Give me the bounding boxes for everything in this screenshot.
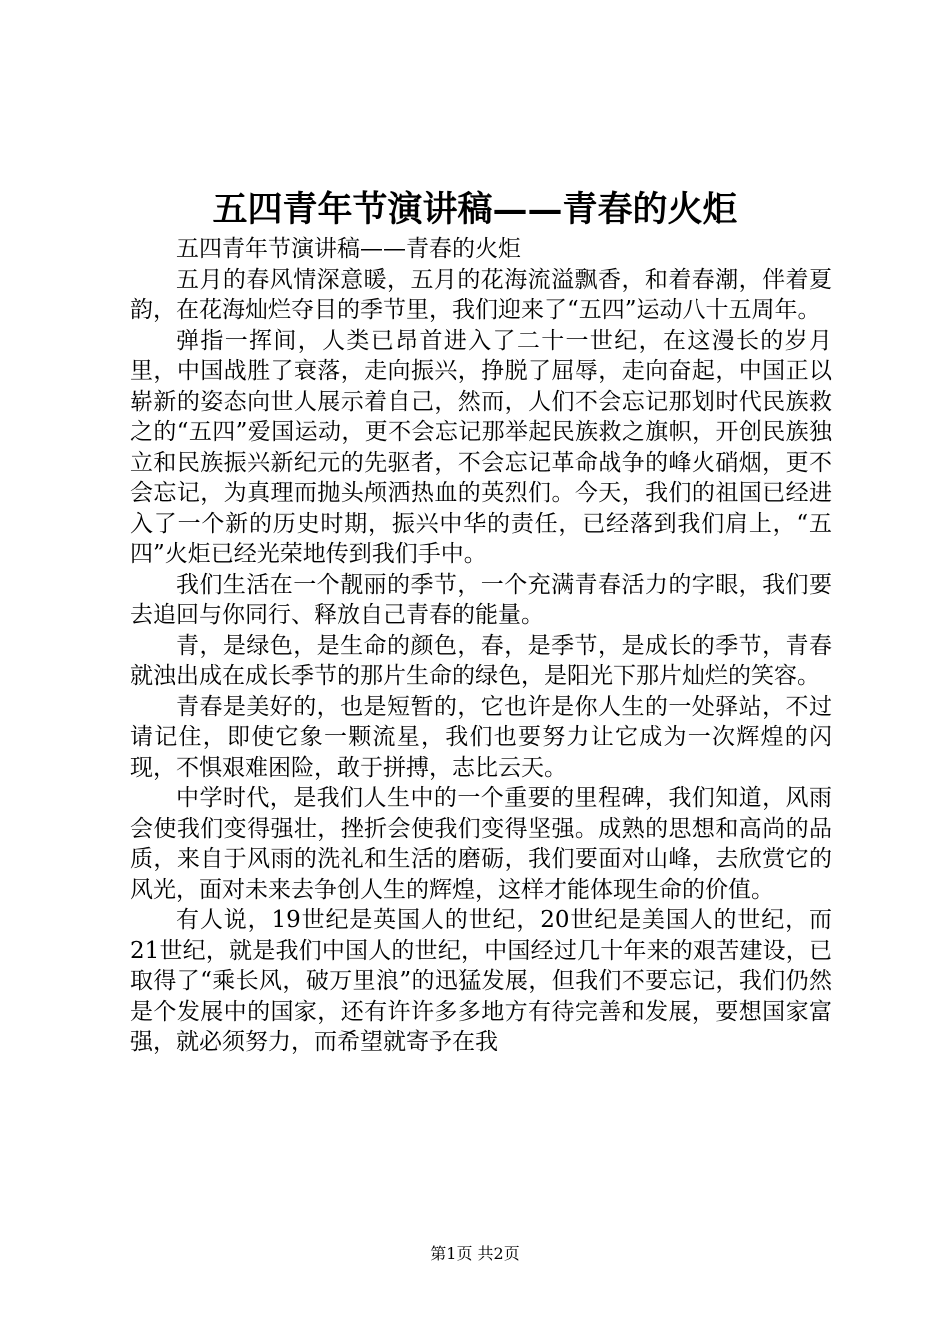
document-title: 五四青年节演讲稿——青春的火炬 xyxy=(212,189,738,230)
paragraph: 五月的春风情深意暖，五月的花海流溢飘香，和着春潮，伴着夏韵，在花海灿烂夺目的季节里，我们迎来了“五四”运动八十五周年。 xyxy=(130,266,832,323)
paragraph: 有人说，19世纪是英国人的世纪，20世纪是美国人的世纪，而21世纪，就是我们中国人的世纪，中国经过几十年来的艰苦建设，已取得了“乘长风，破万里浪”的迅猛发展，但我们不要忘记，我们仍然是个发展中的国家，还有许许多多地方有待完善和发展，要想国家富强，就必须努力，而希望就寄予在我 xyxy=(130,907,832,1055)
paragraph: 青，是绿色，是生命的颜色，春，是季节，是成长的季节，青春就浊出成在成长季节的那片生命的绿色，是阳光下那片灿烂的笑容。 xyxy=(130,632,832,689)
paragraph: 中学时代，是我们人生中的一个重要的里程碑，我们知道，风雨会使我们变得强壮，挫折会使我们变得坚强。成熟的思想和高尚的品质，来自于风雨的洗礼和生活的磨砺，我们要面对山峰，去欣赏它的风光，面对未来去争创人生的辉煌，这样才能体现生命的价值。 xyxy=(130,785,832,903)
paragraph: 青春是美好的，也是短暂的，它也许是你人生的一处驿站，不过请记住，即使它象一颗流星，我们也要努力让它成为一次辉煌的闪现，不惧艰难困险，敢于拼搏，志比云天。 xyxy=(130,693,832,781)
paragraph-subtitle: 五四青年节演讲稿——青春的火炬 xyxy=(176,236,521,262)
paragraph: 我们生活在一个靓丽的季节，一个充满青春活力的字眼，我们要去追回与你同行、释放自己青春的能量。 xyxy=(130,571,832,628)
page-footer: 第1页 共2页 xyxy=(430,1244,520,1263)
paragraph: 弹指一挥间，人类已昂首进入了二十一世纪，在这漫长的岁月里，中国战胜了衰落，走向振兴，挣脱了屈辱，走向奋起，中国正以崭新的姿态向世人展示着自己，然而，人们不会忘记那划时代民族救之的“五四”爱国运动，更不会忘记那举起民族救之旗帜，开创民族独立和民族振兴新纪元的先驱者，不会忘记革命战争的峰火硝烟，更不会忘记，为真理而抛头颅洒热血的英烈们。今天，我们的祖国已经进入了一个新的历史时期，振兴中华的责任，已经落到我们肩上，“五四”火炬已经光荣地传到我们手中。 xyxy=(130,327,832,567)
document-body xyxy=(130,234,832,1058)
